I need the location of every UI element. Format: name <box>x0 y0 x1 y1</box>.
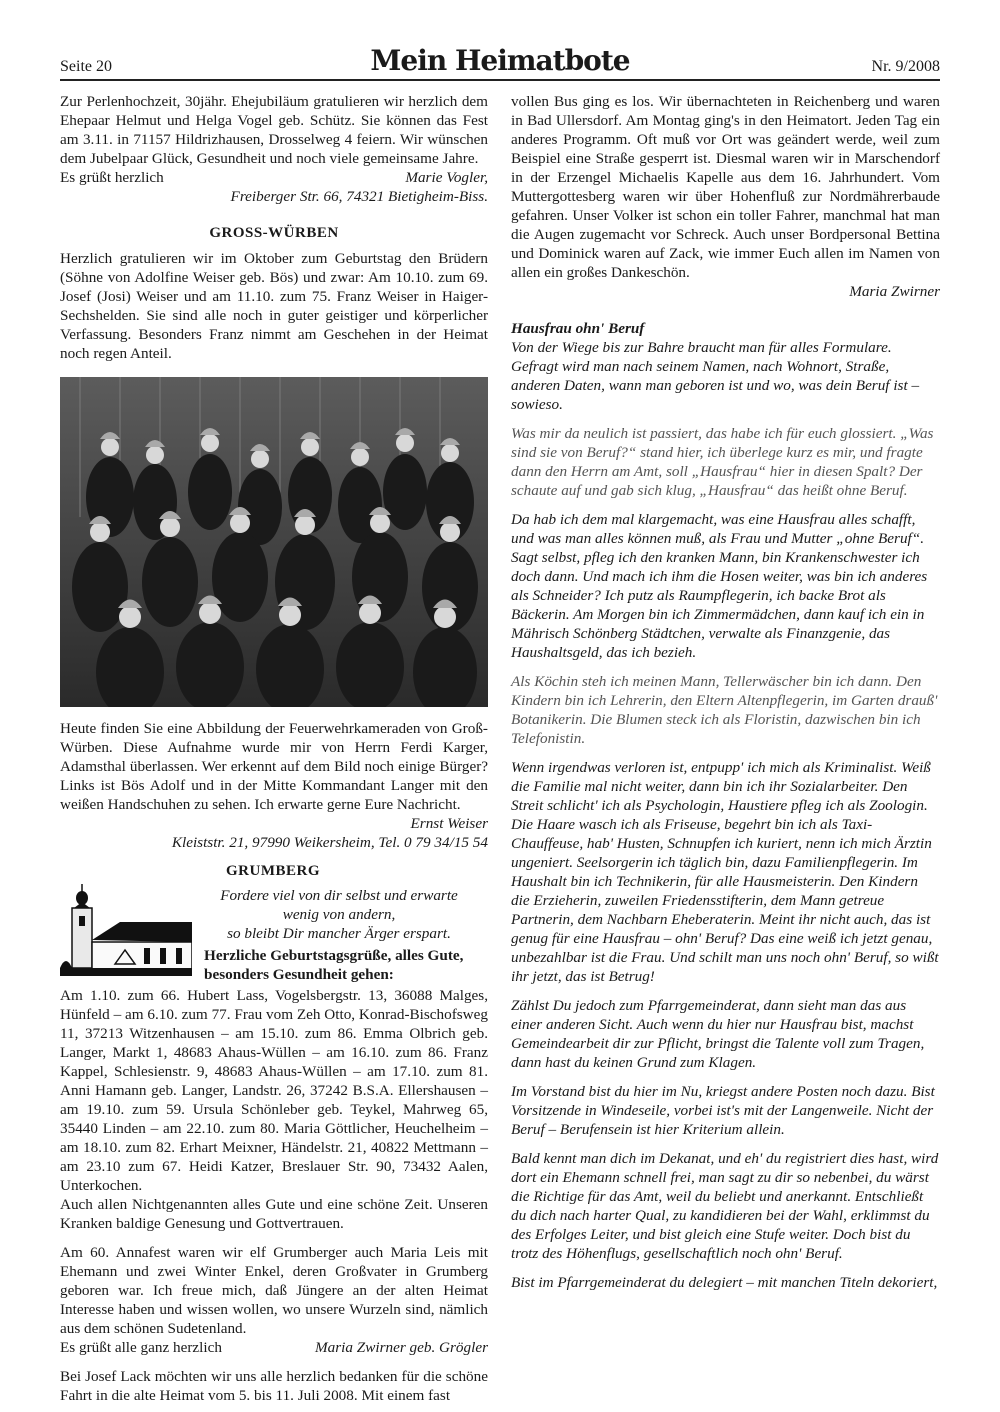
thanks-text: Bei Josef Lack möchten wir uns alle herzlich bedanken für die schöne Fahrt in die alte Heimat vom 5. bis 11. Juli 2008. Mit einem fast <box>60 1368 488 1404</box>
section-heading-gross-wuerben: GROSS-WÜRBEN <box>209 225 339 241</box>
poem-stanza: Als Köchin steh ich meinen Mann, Tellerwäscher bin ich dann. Den Kindern bin ich Lehrerin, den Eltern Altenpflegerin, im Garten drauß' Botanikerin. Die Blumen steck ich als Floristin, dazwischen bin ich Telefonistin. <box>511 673 938 747</box>
wishes-text: Auch allen Nichtgenannten alles Gute und eine schöne Zeit. Unseren Kranken baldige Genesung und Gottvertrauen. <box>60 1196 488 1232</box>
header-rule <box>60 79 940 81</box>
greetings-heading <box>204 946 463 984</box>
quote-line-3: so bleibt Dir mancher Ärger erspart. <box>227 925 451 942</box>
poem-stanza: Bald kennt man dich im Dekanat, und eh' du registriert dies hast, wird dort ein Ehemann schnell frei, man sagt zu dir so nebenbei, du wärst die Richtige für das Amt, weil du beliebt und anerkannt. Entschließt du dich nach harter Qual, zu kandidieren bei der Wahl, erklimmst du des Erfolges Leiter, und bist gleich eine Stufe weiter. Doch bist du trotz des Höhenflugs, gesellschaftlich noch ohn' Beruf. <box>511 1150 939 1262</box>
spacer <box>60 1357 488 1367</box>
poem-title: Hausfrau ohn' Beruf <box>511 320 645 337</box>
annafest-name: Maria Zwirner geb. Grögler <box>315 1339 488 1356</box>
page-number: Seite 20 <box>60 58 112 75</box>
left-column <box>60 92 488 1405</box>
newspaper-title: Mein Heimatbote <box>370 44 630 77</box>
issue-number: Nr. 9/2008 <box>871 58 940 75</box>
annafest-text: Am 60. Annafest waren wir elf Grumberger auch Maria Leis mit Ehemann und zwei Winter Enkel, deren Großvater in Grumberg geboren war. Ich freue mich, daß Jüngere an der alten Heimat Interesse haben und wissen wollen, wo unsere Wurzeln sind, nämlich aus dem schönen Sudetenland. <box>60 1244 488 1337</box>
poem-stanza: Wenn irgendwas verloren ist, entpupp' ich mich als Kriminalist. Weiß die Familie mal nicht weiter, dann bin ich ihr Sozialarbeiter. Den Streit schlicht' ich als Psychologin, Haustiere pfleg ich als Zoologin. Die Haare wasch ich als Friseuse, begehrt bin ich als Taxi-Chauffeuse, hab' Husten, Schnupfen ich kuriert, nenn ich mich Ärztin ungeniert. Seelsorgerin ich täglich bin, dazu Familienpflegerin. Im Haushalt bin ich Technikerin, für alle Hausmeisterin. Den Kindern die Erzieherin, zuweilen Friedensstifterin, dem Mann getreue Partnerin, dem Nachbarn Eheberaterin. Meint ihr nicht auch, das ist genug für eine Hausfrau – ohn' Beruf? Das eine weiß ich jetzt genau, unbezahlbar ist die Frau. Und schilt man uns noch ohn' Beruf, so wißt ihr jetzt, das ist Betrug! <box>511 759 939 985</box>
church-illustration <box>60 882 192 982</box>
quote-line-2: wenig von andern, <box>282 906 396 923</box>
grumberg-quote <box>204 886 474 943</box>
photo-caption: Heute finden Sie eine Abbildung der Feuerwehrkameraden von Groß-Würben. Diese Aufnahme wurde mir von Herrn Ferdi Karger, Adamsthal überlassen. Wer erkennt auf dem Bild noch einige Bürger? Links ist Bös Adolf und in der Mitte Kommandant Langer mit den weißen Handschuhen zu sehen. Ich erwarte gerne Eure Nachricht. <box>60 720 488 813</box>
greetings-heading-line-2: besonders Gesundheit gehen: <box>204 966 394 983</box>
trip-report-text: vollen Bus ging es los. Wir übernachteten in Reichenberg und waren in Bad Ullersdorf. Am Montag ging's in den Heimatort. Jeden Tag ein anderes Programm. Oft muß vor Ort was geändert werde, weil zum Beispiel eine Straße gesperrt ist. Diesmal waren wir in Marschendorf in der Erzengel Michaelis Kapelle aus dem 16. Jahrhundert. Vom Muttergottesberg waren wir über Hohenfluß zur Nordmährerbaude gefahren. Unser Volker ist schon ein toller Fahrer, manchmal hat man die Augen zugemacht vor Schreck. Auch unser Bordpersonal Bettina und Dominick waren auf Zack, wie immer Euch allen im Namen von allen ein großes Dankeschön. <box>511 93 940 281</box>
poem-stanza: Was mir da neulich ist passiert, das habe ich für euch glossiert. „Was sind sie von Beruf?“ stand hier, ich überlege kurz es mir, und fragte dann den Herrn am Amt, soll „Hausfrau“ hier in diesen Spalt? Der schaute auf und gab sich klug, „Hausfrau“ das heißt ohne Beruf. <box>511 425 934 499</box>
section-heading-grumberg: GRUMBERG <box>226 863 320 879</box>
poem <box>511 338 940 1292</box>
fire-brigade-photo <box>60 377 488 707</box>
spacer <box>60 1233 488 1243</box>
anniversary-text: Zur Perlenhochzeit, 30jähr. Ehejubiläum gratulieren wir herzlich dem Ehepaar Helmut und Helga Vogel geb. Schütz. Sie können das Fest am 3.11. in 71157 Hildrizhausen, Drosselweg 4 feiern. Wir wünschen dem Jubelpaar Glück, Gesundheit und noch viele gemeinsame Jahre. <box>60 93 488 167</box>
right-column <box>511 92 940 1302</box>
anniversary-signature <box>60 168 488 187</box>
anniversary-address: Freiberger Str. 66, 74321 Bietigheim-Biss. <box>230 188 488 205</box>
poem-stanza: Im Vorstand bist du hier im Nu, kriegst andere Posten noch dazu. Bist Vorsitzende in Windeseile, vorbei ist's mit der Langenweile. Nicht der Beruf – Berufensein ist hier Kriterium allein. <box>511 1083 935 1138</box>
caption-address: Kleiststr. 21, 97990 Weikersheim, Tel. 0 79 34/15 54 <box>171 834 488 851</box>
birthday-list: Am 1.10. zum 66. Hubert Lass, Vogelsbergstr. 13, 36088 Malges, Hünfeld – am 6.10. zum 77. Frau vom Zeh Otto, Konrad-Bischofsweg 11, 37213 Witzenhausen – am 15.10. zum 86. Emma Olbrich geb. Langer, Markt 1, 48683 Ahaus-Wüllen – am 16.10. zum 86. Franz Kappel, Schlesienstr. 9, 48683 Ahaus-Wüllen – am 17.10. zum 81. Anni Hamann geb. Langer, Landstr. 26, 37242 B.S.A. Ellershausen – am 19.10. zum 59. Ursula Schönleber geb. Teykel, Mahrweg 65, 35440 Linden – am 22.10. zum 80. Maria Göttlicher, Heuchelheim – am 18.10. zum 82. Erhart Meixner, Händelstr. 21, 40822 Mettmann – am 23.10 zum 67. Heidi Katzer, Breslauer Str. 90, 73432 Aalen, Unterkochen. <box>60 987 488 1194</box>
grumberg-block <box>60 862 488 986</box>
poem-stanza: Zählst Du jedoch zum Pfarrgemeinderat, dann sieht man das aus einer anderen Sicht. Auch wenn du hier nur Hausfrau bist, machst Gemeindearbeit dir zur Pflicht, bringst die Talente voll zum Tragen, dann hast du keinen Grund zum Klagen. <box>511 997 925 1071</box>
poem-stanza: Von der Wiege bis zur Bahre braucht man für alles Formulare. Gefragt wird man nach seinem Namen, nach Wohnort, Straße, anderen Daten, wann man geboren ist und wo, was dein Beruf ist – sowieso. <box>511 339 920 413</box>
trip-report-signature: Maria Zwirner <box>849 283 940 300</box>
anniversary-name: Marie Vogler, <box>405 169 488 186</box>
anniversary-greeting: Es grüßt herzlich <box>60 169 164 186</box>
page-header <box>60 44 940 80</box>
greetings-heading-line-1: Herzliche Geburtstagsgrüße, alles Gute, <box>204 947 464 964</box>
poem-stanza: Bist im Pfarrgemeinderat du delegiert – mit manchen Titeln dekoriert, <box>511 1274 938 1291</box>
gross-wuerben-text: Herzlich gratulieren wir im Oktober zum Geburtstag den Brüdern (Söhne von Adolfine Weiser geb. Bös) und zwar: Am 10.10. zum 69. Josef (Josi) Weiser und am 11.10. zum 75. Franz Weiser in Haiger-Sechshelden. Sie sind alle noch in guter geistiger und körperlicher Verfassung. Besonders Franz nimmt am Geschehen in der Heimat noch regen Anteil. <box>60 250 488 362</box>
poem-stanza: Da hab ich dem mal klargemacht, was eine Hausfrau alles schafft, und was man alles können muß, als Frau und Mutter „ohne Beruf“. Sagt selbst, pfleg ich den kranken Mann, bin Krankenschwester ich doch dann. Und mach ich ihm die Hosen weiter, was bin ich anderes als Schneider? Ich putz als Raumpflegerin, ich backe Brot als Bäckerin. Am Morgen bin ich Zimmermädchen, dann kauf ich ein in Mährisch Schönberg Städtchen, verwalte als Finanzgenie, das Haushaltsgeld, das ich bezieh. <box>511 511 928 661</box>
annafest-signature <box>60 1338 488 1357</box>
annafest-greeting: Es grüßt alle ganz herzlich <box>60 1339 222 1356</box>
caption-author: Ernst Weiser <box>410 815 488 832</box>
quote-line-1: Fordere viel von dir selbst und erwarte <box>220 887 458 904</box>
